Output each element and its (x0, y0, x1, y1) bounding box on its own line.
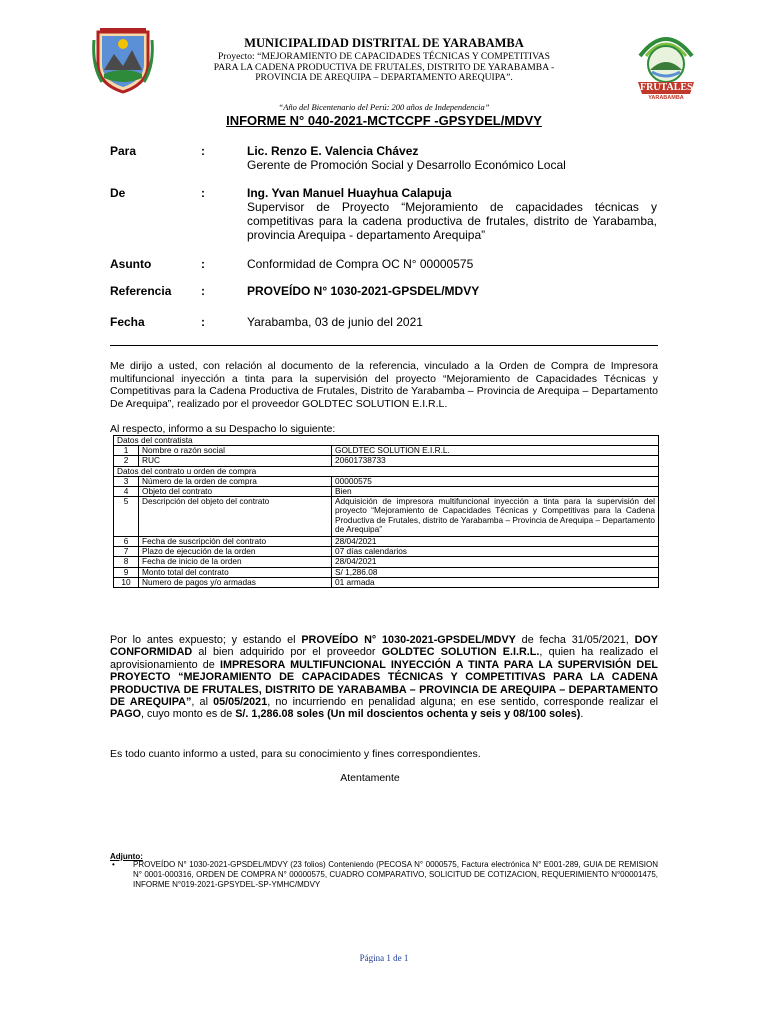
table-intro: Al respecto, informo a su Despacho lo siguiente: (110, 423, 336, 435)
conclusion-text-2: de fecha 31/05/2021, (515, 634, 635, 646)
table-row (114, 487, 659, 497)
municipality-coat-of-arms-logo (92, 26, 154, 96)
conclusion-monto: S/. 1,286.08 soles (Un mil doscientos ochenta y seis y 08/100 soles) (235, 708, 581, 721)
para-role: Gerente de Promoción Social y Desarrollo Económico Local (247, 158, 566, 172)
table-cell-value: Adquisición de impresora multifuncional inyección a tinta para la supervisión del proyecto “Mejoramiento de Capacidades Técnicas y Competitivas para la Cadena Productiva de Frutales, distrito de Yarabamba – Provincia de Arequipa – Departamento de Arequipa” (332, 497, 659, 537)
table-cell-field: Fecha de inicio de la orden (139, 557, 332, 567)
project-header-line-1: Proyecto: “MEJORAMIENTO DE CAPACIDADES TÉCNICAS Y COMPETITIVAS (217, 51, 551, 62)
table-cell-field: Nombre o razón social (139, 446, 332, 456)
table-cell-field: Numero de pagos y/o armadas (139, 577, 332, 587)
adjunto-label: Adjunto: (110, 852, 143, 861)
conclusion-conformidad: DOY CONFORMIDAD (110, 634, 658, 659)
table-row (114, 456, 659, 466)
conclusion-pago: PAGO (110, 708, 141, 721)
adjunto-bullet: • (112, 860, 115, 869)
frutales-logo-subtext: YARABAMBA (648, 95, 684, 101)
table-cell-value: 20601738733 (332, 456, 659, 466)
frutales-logo-text: FRUTALES (640, 82, 693, 93)
closing-line: Es todo cuanto informo a usted, para su conocimiento y fines correspondientes. (110, 748, 481, 760)
table-cell-number: 4 (114, 487, 139, 497)
table-cell-field: Número de la orden de compra (139, 476, 332, 486)
fecha-label: Fecha (110, 315, 145, 329)
fecha-value: Yarabamba, 03 de junio del 2021 (247, 315, 423, 329)
table-cell-field: Monto total del contrato (139, 567, 332, 577)
table-cell-value: 28/04/2021 (332, 537, 659, 547)
table-cell-number: 5 (114, 497, 139, 537)
conclusion-text-3: al bien adquirido por el proveedor (192, 646, 382, 659)
table-row (114, 577, 659, 587)
table-cell-number: 9 (114, 567, 139, 577)
conclusion-text-1: Por lo antes expuesto; y estando el (110, 634, 302, 646)
de-label: De (110, 186, 126, 200)
table-cell-number: 10 (114, 577, 139, 587)
table-cell-field: RUC (139, 456, 332, 466)
fecha-colon: : (201, 315, 205, 329)
table-row (114, 497, 659, 537)
table-cell-value: 07 días calendarios (332, 547, 659, 557)
table-cell-field: Fecha de suscripción del contrato (139, 537, 332, 547)
table-row (114, 476, 659, 486)
para-label: Para (110, 144, 137, 158)
table-cell-value: S/ 1,286.08 (332, 567, 659, 577)
table-section-contrato: Datos del contrato u orden de compra (114, 466, 659, 476)
adjunto-text: PROVEÍDO N° 1030-2021-GPSDEL/MDVY (23 folios) Conteniendo (PECOSA N° 0000575, Factura electrónica N° E001-289, GUIA DE REMISION N° 0001-000316, ORDEN DE COMPRA N° 00000575, CUADRO COMPARATIVO, SOLICITUD DE COTIZACION, REQUERIMIENTO N°00001475, INFORME N°019-2021-GPSYDEL-SP-YMHC/MDVY (133, 860, 658, 889)
para-colon: : (201, 144, 205, 158)
de-colon: : (201, 186, 205, 200)
project-header-line-2: PARA LA CADENA PRODUCTIVA DE FRUTALES, DISTRITO DE YARABAMBA - (213, 61, 555, 73)
project-header (150, 52, 618, 84)
conclusion-fecha: 05/05/2021 (213, 696, 268, 709)
table-cell-value: 00000575 (332, 476, 659, 486)
asunto-label: Asunto (110, 257, 152, 271)
table-row (114, 446, 659, 456)
bicentenario-slogan: “Año del Bicentenario del Perú: 200 años de Independencia” (278, 102, 490, 112)
table-section-row (114, 466, 659, 476)
table-cell-number: 3 (114, 476, 139, 486)
frutales-yarabamba-logo (630, 26, 702, 104)
conclusion-paragraph (110, 634, 658, 721)
table-cell-field: Descripción del objeto del contrato (139, 497, 332, 537)
atentamente: Atentamente (340, 772, 400, 784)
table-row (114, 547, 659, 557)
conclusion-bien: IMPRESORA MULTIFUNCIONAL INYECCIÓN A TINTA PARA LA SUPERVISIÓN DEL PROYECTO “MEJORAMIENTO DE CAPACIDADES TÉCNICAS Y COMPETITIVAS PARA LA CADENA PRODUCTIVA DE FRUTALES, DISTRITO DE YARABAMBA – PROVINCIA DE AREQUIPA – DEPARTAMENTO DE AREQUIPA” (110, 658, 658, 709)
referencia-value: PROVEÍDO N° 1030-2021-GPSDEL/MDVY (247, 284, 480, 298)
page-number-footer: Página 1 de 1 (359, 953, 409, 963)
table-row (114, 537, 659, 547)
conclusion-text-7: , cuyo monto es de (141, 708, 236, 721)
table-cell-value: Bien (332, 487, 659, 497)
referencia-label: Referencia (110, 284, 172, 298)
table-row (114, 557, 659, 567)
table-cell-value: 28/04/2021 (332, 557, 659, 567)
conclusion-text-8: . (580, 708, 584, 721)
table-cell-value: GOLDTEC SOLUTION E.I.R.L. (332, 446, 659, 456)
informe-title: INFORME N° 040-2021-MCTCCPF -GPSYDEL/MDVY (226, 113, 542, 128)
intro-paragraph: Me dirijo a usted, con relación al documento de la referencia, vinculado a la Orden de Compra de Impresora multifuncional inyección a tinta para la supervisión del proyecto “Mejoramiento de Capacidades Técnicas y Competitivas para la Cadena Productiva de Frutales, Distrito de Yarabamba – Provincia de Arequipa – Departamento De Arequipa”, realizado por el proveedor GOLDTEC SOLUTION E.I.R.L. (110, 360, 658, 410)
conclusion-text-4: , quien ha realizado el aprovisionamiento de (110, 646, 658, 671)
referencia-colon: : (201, 284, 205, 298)
asunto-colon: : (201, 257, 205, 271)
table-cell-value: 01 armada (332, 577, 659, 587)
project-header-line-3: PROVINCIA DE AREQUIPA – DEPARTAMENTO AREQUIPA”. (255, 72, 513, 83)
contract-data-table (113, 435, 659, 588)
conclusion-text-5: , al (191, 696, 214, 709)
table-section-row (114, 436, 659, 446)
municipality-title: MUNICIPALIDAD DISTRITAL DE YARABAMBA (244, 36, 524, 50)
table-cell-field: Objeto del contrato (139, 487, 332, 497)
conclusion-text-6: , no incurriendo en penalidad alguna; en ese sentido, corresponde realizar el (267, 696, 658, 709)
para-name: Lic. Renzo E. Valencia Chávez (247, 144, 419, 158)
de-name: Ing. Yvan Manuel Huayhua Calapuja (247, 186, 452, 200)
asunto-value: Conformidad de Compra OC N° 00000575 (247, 257, 474, 271)
table-cell-number: 6 (114, 537, 139, 547)
header-divider (110, 345, 658, 346)
conclusion-proveedor: GOLDTEC SOLUTION E.I.R.L. (381, 646, 540, 659)
table-cell-number: 7 (114, 547, 139, 557)
table-cell-number: 1 (114, 446, 139, 456)
table-cell-number: 2 (114, 456, 139, 466)
table-row (114, 567, 659, 577)
table-cell-field: Plazo de ejecución de la orden (139, 547, 332, 557)
conclusion-proveido: PROVEÍDO N° 1030-2021-GPSDEL/MDVY (301, 634, 516, 646)
table-cell-number: 8 (114, 557, 139, 567)
de-role: Supervisor de Proyecto “Mejoramiento de capacidades técnicas y competitivas para la cadena productiva de frutales, distrito de Yarabamba, provincia Arequipa - departamento Arequipa” (247, 200, 657, 242)
table-section-contratista: Datos del contratista (114, 436, 659, 446)
